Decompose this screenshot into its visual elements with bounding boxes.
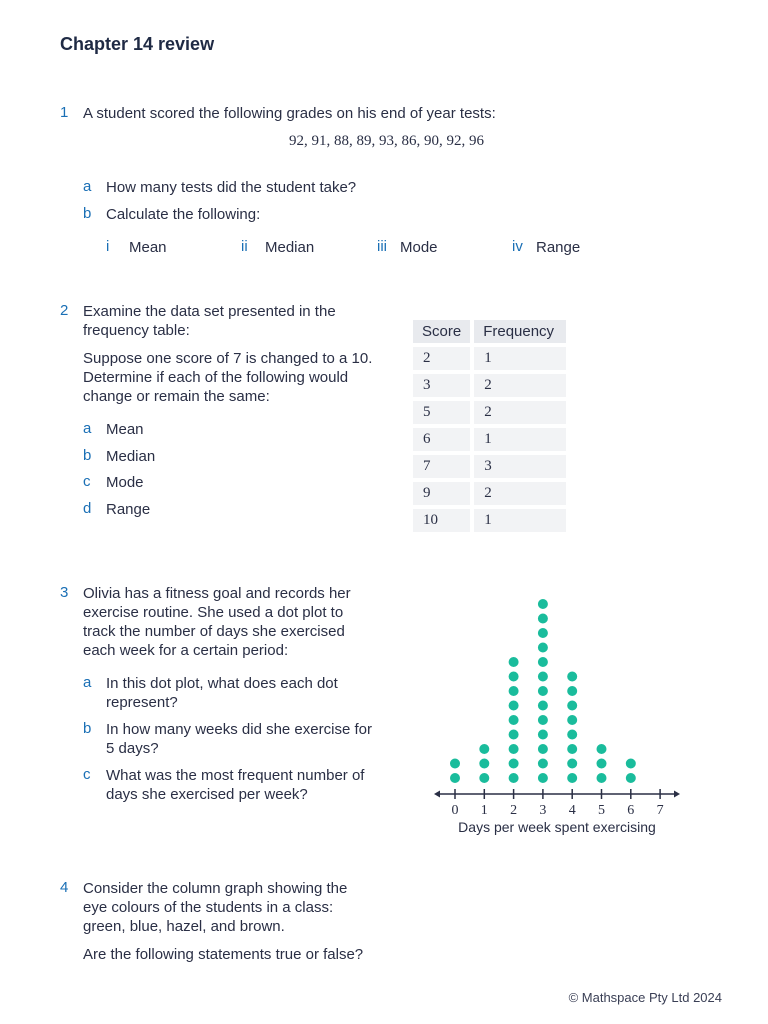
- dot-plot-dot: [509, 657, 519, 667]
- q3-part-b-line2: 5 days?: [106, 740, 159, 757]
- table-header-score: Score: [413, 320, 470, 343]
- dot-plot-dot: [567, 744, 577, 754]
- table-cell-frequency: 1: [474, 347, 566, 370]
- q3-part-a-line2: represent?: [106, 694, 178, 711]
- question-number-4: 4: [60, 879, 69, 896]
- table-cell-frequency: 3: [474, 455, 566, 478]
- dot-plot-dot: [567, 730, 577, 740]
- table-row: [413, 401, 566, 424]
- table-cell-frequency: 1: [474, 509, 566, 532]
- table-cell-score: 5: [413, 401, 470, 424]
- x-axis-tick-label: 3: [539, 803, 547, 818]
- dot-plot-dot: [479, 759, 489, 769]
- dot-plot-dot: [509, 759, 519, 769]
- question-4-line4: Are the following statements true or false?: [83, 946, 364, 963]
- dot-plot-dot: [567, 715, 577, 725]
- dot-plot-dot: [509, 773, 519, 783]
- dot-plot-dot: [597, 773, 607, 783]
- dot-plot-dot: [538, 672, 548, 682]
- dot-plot-dot: [509, 744, 519, 754]
- dot-plot-dot: [567, 672, 577, 682]
- dot-plot-dot: [509, 672, 519, 682]
- question-3-line2: exercise routine. She used a dot plot to: [83, 604, 344, 621]
- q2-part-d-text: Range: [106, 501, 151, 518]
- x-axis-arrow-right: [674, 791, 680, 798]
- dot-plot-dot: [538, 628, 548, 638]
- q1-subpart-roman-iii: iii: [377, 238, 387, 255]
- table-row: [413, 347, 566, 370]
- q1-part-a-text: How many tests did the student take?: [106, 179, 357, 196]
- q3-part-b-line1: In how many weeks did she exercise for: [106, 721, 372, 738]
- q3-part-c-line2: days she exercised per week?: [106, 786, 308, 803]
- table-cell-frequency: 1: [474, 428, 566, 451]
- question-number-2: 2: [60, 302, 69, 319]
- q2-part-c-text: Mode: [106, 474, 144, 491]
- q2-part-a-text: Mean: [106, 421, 144, 438]
- dot-plot-dot: [538, 773, 548, 783]
- table-cell-frequency: 2: [474, 374, 566, 397]
- dot-plot-dot: [509, 701, 519, 711]
- table-cell-score: 7: [413, 455, 470, 478]
- question-number-1: 1: [60, 104, 69, 121]
- x-axis-arrow-left: [434, 791, 440, 798]
- dot-plot-dot: [567, 773, 577, 783]
- dot-plot-dot: [538, 715, 548, 725]
- dot-plot-dot: [626, 759, 636, 769]
- x-axis-tick-label: 6: [627, 803, 635, 818]
- table-cell-frequency: 2: [474, 482, 566, 505]
- q1-subpart-range: Range: [536, 239, 581, 256]
- x-axis-tick-label: 0: [451, 803, 459, 818]
- dot-plot-dot: [538, 744, 548, 754]
- dot-plot-dot: [538, 643, 548, 653]
- dot-plot-dot: [538, 657, 548, 667]
- x-axis-tick-label: 5: [598, 803, 605, 818]
- dot-plot-dot: [538, 686, 548, 696]
- question-4-line3: green, blue, hazel, and brown.: [83, 918, 285, 935]
- dot-plot-dot: [538, 614, 548, 624]
- question-2-text-line2: frequency table:: [83, 322, 190, 339]
- q1-subpart-roman-ii: ii: [241, 238, 248, 255]
- dot-plot-dot: [538, 701, 548, 711]
- table-row: [413, 428, 566, 451]
- dot-plot-dot: [597, 744, 607, 754]
- dot-plot-dot: [479, 773, 489, 783]
- table-row: [413, 374, 566, 397]
- dot-plot-dot: [450, 773, 460, 783]
- question-3-line1: Olivia has a fitness goal and records her: [83, 585, 351, 602]
- dot-plot-dot: [509, 730, 519, 740]
- q1-subpart-roman-i: i: [106, 238, 110, 255]
- x-axis-tick-label: 2: [510, 803, 518, 818]
- page-title: Chapter 14 review: [60, 34, 215, 54]
- table-cell-score: 6: [413, 428, 470, 451]
- dot-plot-dot: [450, 759, 460, 769]
- copyright-footer: © Mathspace Pty Ltd 2024: [568, 990, 722, 1005]
- x-axis-tick-label: 7: [656, 803, 664, 818]
- question-4-line1: Consider the column graph showing the: [83, 880, 348, 897]
- q1-part-b-text: Calculate the following:: [106, 206, 261, 223]
- question-number-3: 3: [60, 584, 69, 601]
- frequency-table: [409, 316, 570, 536]
- q1-subpart-roman-iv: iv: [512, 238, 523, 255]
- q3-part-c-line1: What was the most frequent number of: [106, 767, 365, 784]
- question-2-suppose-line3: change or remain the same:: [83, 388, 270, 405]
- question-3-line4: each week for a certain period:: [83, 642, 289, 659]
- table-cell-score: 10: [413, 509, 470, 532]
- question-2-text-line1: Examine the data set presented in the: [83, 303, 336, 320]
- table-cell-score: 2: [413, 347, 470, 370]
- grades-list: 92, 91, 88, 89, 93, 86, 90, 92, 96: [289, 133, 484, 149]
- q1-subpart-mode: Mode: [400, 239, 438, 256]
- q3-part-letter-b: b: [83, 720, 92, 737]
- table-cell-score: 9: [413, 482, 470, 505]
- dot-plot-dot: [567, 759, 577, 769]
- q2-part-letter-a: a: [83, 420, 92, 437]
- dot-plot: [420, 590, 700, 840]
- x-axis-tick-label: 1: [480, 803, 488, 818]
- q3-part-letter-a: a: [83, 674, 92, 691]
- question-4-line2: eye colours of the students in a class:: [83, 899, 334, 916]
- dot-plot-dot: [567, 701, 577, 711]
- table-cell-frequency: 2: [474, 401, 566, 424]
- q2-part-letter-b: b: [83, 447, 92, 464]
- dot-plot-dot: [538, 759, 548, 769]
- dot-plot-dot: [509, 715, 519, 725]
- table-cell-score: 3: [413, 374, 470, 397]
- dot-plot-dot: [509, 686, 519, 696]
- q2-part-letter-c: c: [83, 473, 91, 490]
- dot-plot-dot: [567, 686, 577, 696]
- q3-part-a-line1: In this dot plot, what does each dot: [106, 675, 338, 692]
- q1-part-letter-b: b: [83, 205, 92, 222]
- table-row: [413, 455, 566, 478]
- table-row: [413, 482, 566, 505]
- dot-plot-dot: [538, 730, 548, 740]
- q1-subpart-median: Median: [265, 239, 315, 256]
- q2-part-letter-d: d: [83, 500, 92, 517]
- question-1-text: A student scored the following grades on his end of year tests:: [83, 105, 496, 122]
- q1-part-letter-a: a: [83, 178, 92, 195]
- x-axis-label: Days per week spent exercising: [458, 819, 656, 835]
- q1-subpart-mean: Mean: [129, 239, 167, 256]
- q2-part-b-text: Median: [106, 448, 156, 465]
- dot-plot-dot: [479, 744, 489, 754]
- dot-plot-dot: [597, 759, 607, 769]
- dot-plot-dot: [626, 773, 636, 783]
- question-2-suppose-line1: Suppose one score of 7 is changed to a 10.: [83, 350, 373, 367]
- question-3-line3: track the number of days she exercised: [83, 623, 345, 640]
- table-header-frequency: Frequency: [474, 320, 566, 343]
- dot-plot-dot: [538, 599, 548, 609]
- question-2-suppose-line2: Determine if each of the following would: [83, 369, 349, 386]
- x-axis-tick-label: 4: [568, 803, 576, 818]
- q3-part-letter-c: c: [83, 766, 91, 783]
- table-row: [413, 509, 566, 532]
